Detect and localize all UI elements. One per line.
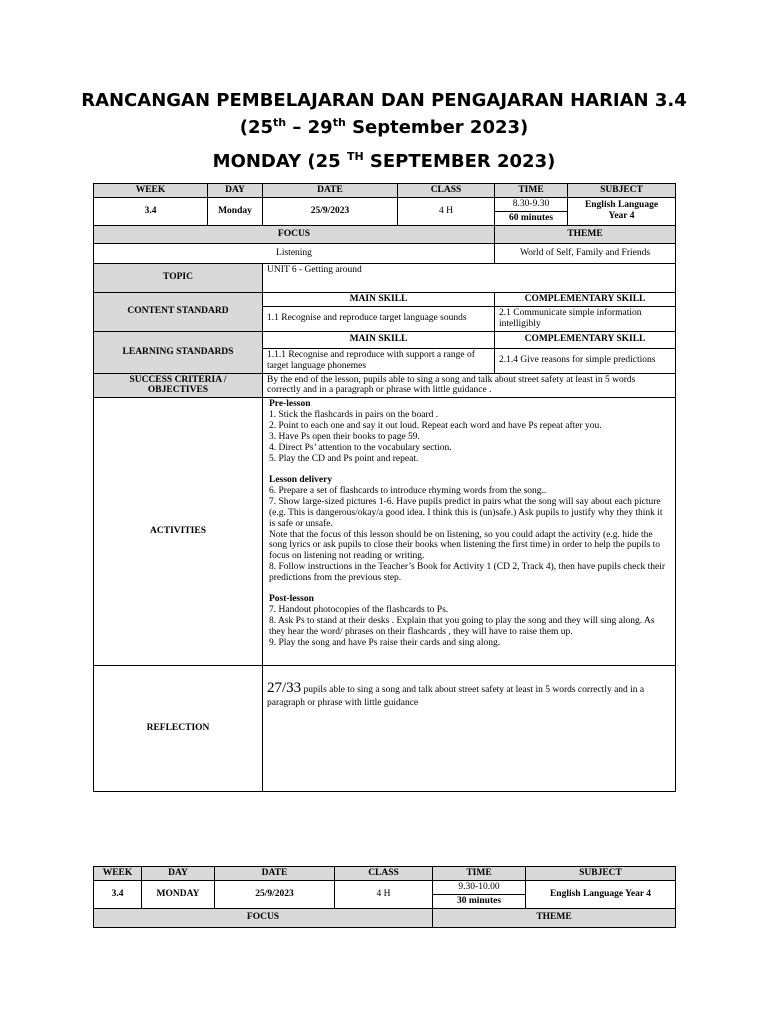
topic-value: UNIT 6 - Getting around xyxy=(263,263,676,292)
success-criteria-value: By the end of the lesson, pupils able to sing a song and talk about street safety at least in 5 words correctly and in a paragraph or phrase with little guidance . xyxy=(263,373,676,398)
lesson-delivery-step: 7. Show large-sized pictures 1-6. Have pupils predict in pairs what the song will say about each picture (e.g. This is dangerous/okay/a good idea. I think this is (un)safe.) Ask pupils to justify why they think it is safe or unsafe. xyxy=(269,496,663,529)
focus-header: FOCUS xyxy=(94,908,433,927)
content-main-skill: 1.1 Recognise and reproduce target language sounds xyxy=(263,306,495,331)
theme-header: THEME xyxy=(495,225,676,243)
post-lesson-step: 8. Ask Ps to stand at their desks . Explain that you going to play the song and they will sing along. As they hear the word/ phrases on their flashcards , they will have to raise them up. xyxy=(269,615,655,637)
topic-label: TOPIC xyxy=(94,263,263,292)
activities-label: ACTIVITIES xyxy=(94,398,263,666)
activities-content xyxy=(263,398,676,666)
date-value: 25/9/2023 xyxy=(215,880,335,908)
time-cell xyxy=(495,197,568,225)
success-criteria-label: SUCCESS CRITERIA / OBJECTIVES xyxy=(94,373,263,398)
week-value: 3.4 xyxy=(94,880,142,908)
focus-value: Listening xyxy=(94,243,495,263)
pre-lesson-step: 5. Play the CD and Ps point and repeat. xyxy=(269,453,419,464)
week-value: 3.4 xyxy=(94,197,208,225)
day-header: DAY xyxy=(208,184,263,198)
time-value: 8.30-9.30 xyxy=(495,198,567,212)
reflection-label: REFLECTION xyxy=(94,666,263,792)
lesson-delivery-title: Lesson delivery xyxy=(269,474,333,485)
class-header: CLASS xyxy=(335,867,433,881)
week-header: WEEK xyxy=(94,867,142,881)
date-value: 25/9/2023 xyxy=(263,197,398,225)
day-header: DAY xyxy=(142,867,215,881)
date-header: DATE xyxy=(215,867,335,881)
focus-header: FOCUS xyxy=(94,225,495,243)
lesson-delivery-step: 6. Prepare a set of flashcards to introduce rhyming words from the song.. xyxy=(269,485,547,496)
pre-lesson-step: 2. Point to each one and say it out loud. Repeat each word and have Ps repeat after you. xyxy=(269,421,602,432)
duration-value: 60 minutes xyxy=(508,212,554,223)
subject-value: English Language Year 4 xyxy=(568,197,676,225)
time-value: 9.30-10.00 xyxy=(433,881,525,895)
content-standard-label: CONTENT STANDARD xyxy=(94,292,263,331)
main-skill-header: MAIN SKILL xyxy=(263,292,495,306)
pre-lesson-title: Pre-lesson xyxy=(269,399,311,410)
date-header: DATE xyxy=(263,184,398,198)
pre-lesson-step: 1. Stick the flashcards in pairs on the board . xyxy=(269,410,439,421)
subject-header: SUBJECT xyxy=(568,184,676,198)
day-value: MONDAY xyxy=(142,880,215,908)
complementary-skill-header: COMPLEMENTARY SKILL xyxy=(495,292,676,306)
lesson-plan-table-2 xyxy=(93,866,676,928)
class-header: CLASS xyxy=(398,184,495,198)
time-cell xyxy=(433,880,526,908)
page-title: RANCANGAN PEMBELAJARAN DAN PENGAJARAN HARIAN 3.4 xyxy=(81,90,687,111)
post-lesson-step: 7. Handout photocopies of the flashcards to Ps. xyxy=(269,605,449,616)
subject-header: SUBJECT xyxy=(526,867,676,881)
theme-value: World of Self, Family and Friends xyxy=(495,243,676,263)
learning-standards-label: LEARNING STANDARDS xyxy=(94,331,263,373)
time-header: TIME xyxy=(495,184,568,198)
class-value: 4 H xyxy=(335,880,433,908)
learning-complementary-skill: 2.1.4 Give reasons for simple predictions xyxy=(495,348,676,373)
day-heading: MONDAY (25 $^{TH}$ SEPTEMBER 2023) xyxy=(212,150,556,172)
lesson-delivery-note: Note that the focus of this lesson should be on listening, so you could adapt the activity (e.g. hide the song lyrics or ask pupils to close their books when listening the first time) in order to help the pupils to focus on listening not reading or writing. xyxy=(269,529,661,562)
theme-header: THEME xyxy=(433,908,676,927)
subject-value: English Language Year 4 xyxy=(526,880,676,908)
post-lesson-title: Post-lesson xyxy=(269,594,314,605)
lesson-plan-table xyxy=(93,183,676,792)
day-value: Monday xyxy=(208,197,263,225)
lesson-delivery-step: 8. Follow instructions in the Teacher’s Book for Activity 1 (CD 2, Track 4), then have pupils check their predictions from the previous step. xyxy=(269,562,666,584)
post-lesson-step: 9. Play the song and have Ps raise their cards and sing along. xyxy=(269,637,501,648)
learning-main-skill: 1.1.1 Recognise and reproduce with support a range of target language phonemes xyxy=(263,348,495,373)
content-complementary-skill: 2.1 Communicate simple information intelligibly xyxy=(495,306,676,331)
reflection-content xyxy=(263,666,676,792)
class-value: 4 H xyxy=(398,197,495,225)
pre-lesson-step: 3. Have Ps open their books to page 59. xyxy=(269,432,420,443)
time-header: TIME xyxy=(433,867,526,881)
week-dates: (25th – 29th September 2023) xyxy=(239,116,529,138)
duration-value: 30 minutes xyxy=(456,895,502,906)
reflection-count: 27/33 xyxy=(267,680,302,697)
main-skill-header-2: MAIN SKILL xyxy=(263,331,495,348)
reflection-text: pupils able to sing a song and talk about street safety at least in 5 words correctly and in a paragraph or phrase with little guidance xyxy=(267,685,645,708)
pre-lesson-step: 4. Direct Ps’ attention to the vocabulary section. xyxy=(269,443,452,454)
week-header: WEEK xyxy=(94,184,208,198)
complementary-skill-header-2: COMPLEMENTARY SKILL xyxy=(495,331,676,348)
